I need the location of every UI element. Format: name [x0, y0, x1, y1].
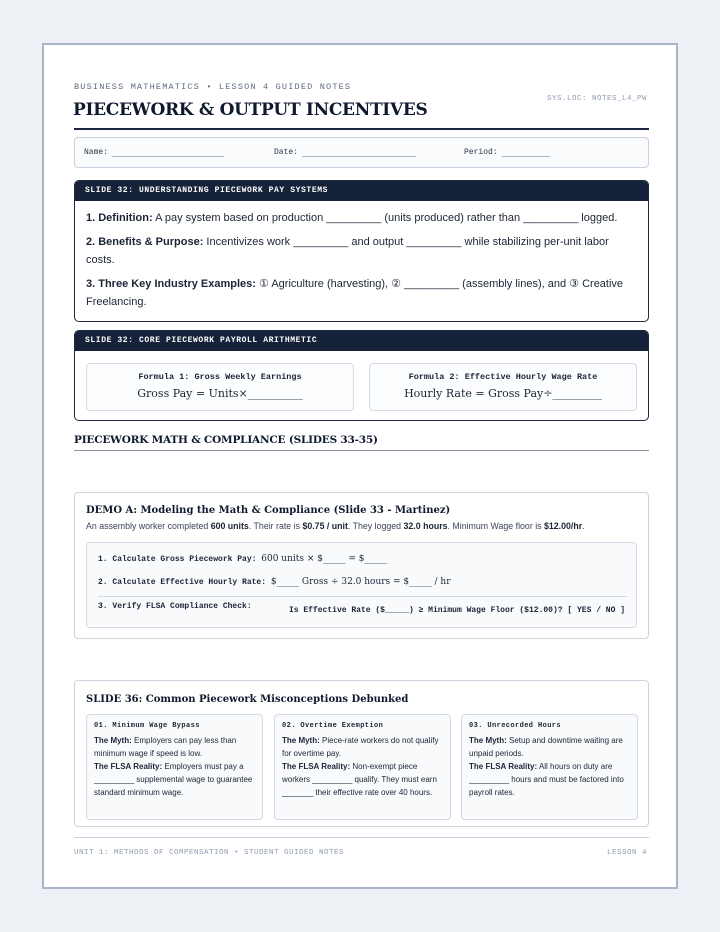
misconception-column: [274, 714, 451, 820]
page-title: PIECEWORK & OUTPUT INCENTIVES: [73, 100, 428, 120]
definition-item: [86, 209, 637, 227]
period-field[interactable]: [464, 148, 550, 157]
misconceptions-title: SLIDE 36: Common Piecework Misconceptions Debunked: [86, 694, 409, 705]
misconception-column: [461, 714, 638, 820]
reality-statement: The FLSA Reality: Non-exempt piece workers _________ qualify. They must earn _______ their effective rate over 40 hours.: [282, 762, 437, 797]
reality-statement: The FLSA Reality: Employers must pay a _________ supplemental wage to guarantee standard minimum wage.: [94, 762, 253, 797]
formula-card-heading: SLIDE 32: CORE PIECEWORK PAYROLL ARITHMETIC: [75, 331, 648, 351]
demo-description: An assembly worker completed 600 units. Their rate is $0.75 / unit. They logged 32.0 hours. Minimum Wage floor is $12.00/hr.: [86, 521, 585, 531]
worksheet-page: [42, 43, 678, 889]
misconception-heading: 02. Overtime Exemption: [282, 722, 384, 730]
definition-text: A pay system based on production _________ (units produced) rather than _________ logged.: [155, 212, 618, 224]
student-info-bar: [74, 137, 649, 168]
footer-lesson-label: LESSON 4: [606, 849, 647, 857]
formula-expression: Hourly Rate = Gross Pay÷_________: [404, 387, 602, 400]
benefits-text: Incentivizes work _________ and output _________ while stabilizing per-unit labor costs.: [86, 236, 609, 266]
demo-card: [74, 492, 649, 639]
step-verify-label: 3. Verify FLSA Compliance Check:: [98, 602, 252, 611]
footer-divider: [74, 837, 649, 838]
formula-title: Formula 1: Gross Weekly Earnings: [138, 372, 302, 382]
misconception-column: [86, 714, 263, 820]
definition-label: 1. Definition:: [86, 212, 153, 224]
definition-card-heading: SLIDE 32: UNDERSTANDING PIECEWORK PAY SYSTEMS: [75, 181, 648, 201]
examples-text: ① Agriculture (harvesting), ② _________ (assembly lines), and ③ Creative Freelancing.: [86, 278, 624, 308]
date-field[interactable]: [274, 148, 416, 157]
name-field[interactable]: [84, 148, 224, 157]
period-line[interactable]: [502, 149, 550, 157]
name-line[interactable]: [112, 149, 224, 157]
compliance-check[interactable]: Is Effective Rate ($_____) ≥ Minimum Wage Floor ($12.00)? [ YES / NO ]: [288, 606, 625, 615]
title-divider: [74, 128, 649, 130]
period-label: Period:: [464, 148, 498, 157]
benefits-item: [86, 233, 637, 269]
misconception-heading: 03. Unrecorded Hours: [469, 722, 562, 730]
step-hourly-rate[interactable]: 2. Calculate Effective Hourly Rate: $_____ Gross ÷ 32.0 hours = $_____ / hr: [98, 577, 451, 587]
section-divider: [74, 450, 649, 451]
formula-card: [74, 330, 649, 421]
misconception-heading: 01. Minimum Wage Bypass: [94, 722, 200, 730]
calculation-divider: [98, 596, 627, 597]
calculation-panel: [86, 542, 637, 628]
examples-item: [86, 275, 637, 311]
formula-expression: Gross Pay = Units×__________: [137, 387, 303, 400]
myth-statement: The Myth: Setup and downtime waiting are unpaid periods.: [469, 736, 623, 758]
examples-label: 3. Three Key Industry Examples:: [86, 278, 256, 290]
formula-title: Formula 2: Effective Hourly Wage Rate: [408, 372, 598, 382]
benefits-label: 2. Benefits & Purpose:: [86, 236, 204, 248]
formula-box-gross: [86, 363, 354, 411]
footer-unit-label: UNIT 1: METHODS OF COMPENSATION • STUDENT GUIDED NOTES: [74, 849, 345, 857]
system-location-tag: SYS.LOC: NOTES_L4_PW: [546, 95, 647, 103]
name-label: Name:: [84, 148, 109, 157]
step-gross-pay[interactable]: 1. Calculate Gross Piecework Pay: 600 units × $_____ = $_____: [98, 554, 387, 564]
date-label: Date:: [274, 148, 299, 157]
demo-title: DEMO A: Modeling the Math & Compliance (Slide 33 - Martinez): [86, 505, 451, 516]
definition-card: [74, 180, 649, 322]
myth-statement: The Myth: Piece-rate workers do not qualify for overtime pay.: [282, 736, 439, 758]
course-subtitle: BUSINESS MATHEMATICS • LESSON 4 GUIDED NOTES: [74, 82, 352, 92]
reality-statement: The FLSA Reality: All hours on duty are _________ hours and must be factored into payroll rates.: [469, 762, 624, 797]
misconceptions-card: [74, 680, 649, 827]
formula-box-hourly: [369, 363, 637, 411]
myth-statement: The Myth: Employers can pay less than minimum wage if speed is low.: [94, 736, 237, 758]
section-title: PIECEWORK MATH & COMPLIANCE (SLIDES 33-35): [74, 434, 378, 446]
date-line[interactable]: [302, 149, 416, 157]
